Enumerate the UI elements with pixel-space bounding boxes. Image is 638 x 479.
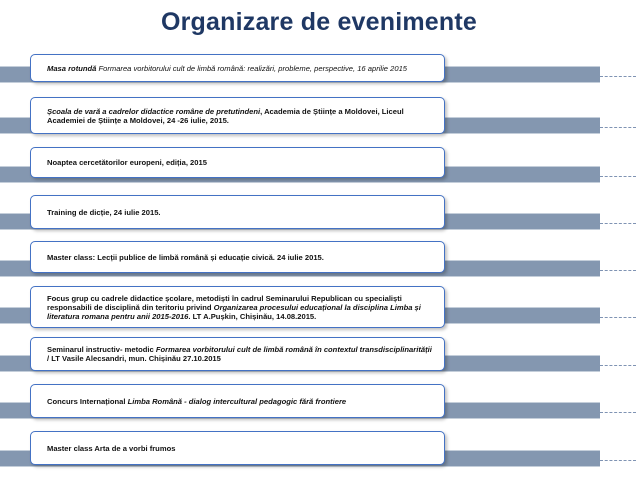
event-type: Școala de vară a cadrelor didactice române de pretutindeni (47, 106, 261, 116)
event-box (30, 384, 445, 418)
event-text: Master class: Lecții publice de limbă română și educație civică. 24 iulie 2015. (47, 252, 324, 262)
event-text: Concurs Internațional (47, 396, 128, 406)
event-title: Limba Română - dialog intercultural pedagogic fără frontiere (127, 396, 347, 406)
dashed-line (600, 365, 636, 366)
event-box (30, 431, 445, 465)
dashed-line (600, 270, 636, 271)
event-box (30, 241, 445, 273)
event-text: Seminarul instructiv- metodic (47, 345, 156, 354)
event-type: Masa rotundă (47, 63, 97, 73)
event-text: Training de dicție, 24 iulie 2015. (47, 207, 161, 217)
event-box (30, 286, 445, 328)
event-location: . LT A.Pușkin, Chișinău, 14.08.2015. (188, 311, 317, 321)
dashed-line (600, 176, 636, 177)
event-box (30, 337, 445, 371)
dashed-line (600, 223, 636, 224)
event-box (30, 195, 445, 229)
event-text: Focus grup cu cadrele didactice școlare, metodiști în cadrul Seminarului Republican cu specialiști responsabili de disciplină din teritoriu privind (47, 293, 402, 312)
event-location: / LT Vasile Alecsandri, mun. Chișinău 27.10.2015 (47, 354, 221, 363)
event-box (30, 147, 445, 178)
dashed-line (600, 127, 636, 128)
dashed-line (600, 76, 636, 77)
page-title: Organizare de evenimente (160, 8, 478, 36)
dashed-line (600, 317, 636, 318)
event-text: , Academia de Științe a Moldovei, Liceul Academiei de Științe a Moldovei, 24 -26 iulie, 2015. (47, 106, 404, 125)
dashed-line (600, 460, 636, 461)
event-title: Organizarea procesului educațional la disciplina Limba și literatura romana pentru anii 2015-2016 (47, 302, 421, 321)
event-box (30, 97, 445, 134)
event-text: Master class Arta de a vorbi frumos (47, 443, 176, 453)
event-box (30, 54, 445, 82)
event-text: Noaptea cercetătorilor europeni, ediția, 2015 (47, 158, 207, 167)
dashed-line (600, 412, 636, 413)
event-title: Formarea vorbitorului cult de limbă română în contextul transdisciplinarității (155, 345, 432, 354)
event-text: Formarea vorbitorului cult de limbă română: realizări, probleme, perspective, 16 aprilie 2015 (96, 63, 408, 73)
